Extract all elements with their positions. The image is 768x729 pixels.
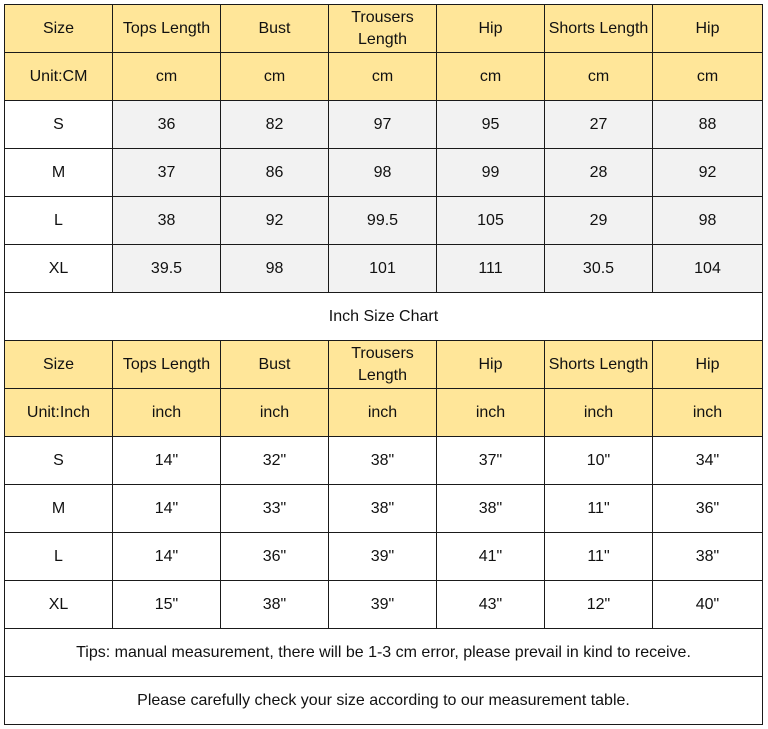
check-size-note: Please carefully check your size according to our measurement table. bbox=[5, 677, 763, 725]
value-cell: 14" bbox=[113, 437, 221, 485]
unit-cell: inch bbox=[221, 389, 329, 437]
size-label: S bbox=[5, 437, 113, 485]
unit-cell: cm bbox=[653, 53, 763, 101]
value-cell: 99.5 bbox=[329, 197, 437, 245]
table-row bbox=[5, 437, 763, 485]
unit-cell: inch bbox=[437, 389, 545, 437]
value-cell: 101 bbox=[329, 245, 437, 293]
size-label: S bbox=[5, 101, 113, 149]
size-label: L bbox=[5, 197, 113, 245]
value-cell: 11" bbox=[545, 485, 653, 533]
header-text-trousers-length: Trousers Length bbox=[351, 8, 414, 48]
unit-cell: cm bbox=[221, 53, 329, 101]
header-text-trousers-length: Trousers Length bbox=[351, 344, 414, 384]
value-cell: 12" bbox=[545, 581, 653, 629]
unit-cell: inch bbox=[545, 389, 653, 437]
value-cell: 41" bbox=[437, 533, 545, 581]
value-cell: 28 bbox=[545, 149, 653, 197]
tips-note: Tips: manual measurement, there will be 1-3 cm error, please prevail in kind to receive. bbox=[5, 629, 763, 677]
header-cell-size: Size bbox=[5, 5, 113, 53]
unit-cell: Unit:CM bbox=[5, 53, 113, 101]
value-cell: 36 bbox=[113, 101, 221, 149]
check-row bbox=[5, 677, 763, 725]
table-row bbox=[5, 149, 763, 197]
value-cell: 39.5 bbox=[113, 245, 221, 293]
value-cell: 98 bbox=[329, 149, 437, 197]
unit-cell: inch bbox=[653, 389, 763, 437]
value-cell: 98 bbox=[221, 245, 329, 293]
size-label: M bbox=[5, 149, 113, 197]
size-label: L bbox=[5, 533, 113, 581]
header-cell-bust: Bust bbox=[221, 341, 329, 389]
cm-header-row bbox=[5, 5, 763, 53]
value-cell: 33" bbox=[221, 485, 329, 533]
value-cell: 38" bbox=[437, 485, 545, 533]
value-cell: 11" bbox=[545, 533, 653, 581]
table-row bbox=[5, 533, 763, 581]
value-cell: 36" bbox=[653, 485, 763, 533]
value-cell: 111 bbox=[437, 245, 545, 293]
unit-cell: cm bbox=[329, 53, 437, 101]
value-cell: 14" bbox=[113, 485, 221, 533]
header-cell-hip-2: Hip bbox=[653, 341, 763, 389]
value-cell: 39" bbox=[329, 533, 437, 581]
value-cell: 92 bbox=[221, 197, 329, 245]
inch-header-row bbox=[5, 341, 763, 389]
value-cell: 29 bbox=[545, 197, 653, 245]
size-chart-table bbox=[4, 4, 763, 725]
unit-cell: inch bbox=[113, 389, 221, 437]
value-cell: 37 bbox=[113, 149, 221, 197]
size-label: XL bbox=[5, 581, 113, 629]
value-cell: 98 bbox=[653, 197, 763, 245]
value-cell: 88 bbox=[653, 101, 763, 149]
header-cell-shorts-length: Shorts Length bbox=[545, 5, 653, 53]
value-cell: 38" bbox=[329, 437, 437, 485]
table-row bbox=[5, 245, 763, 293]
unit-cell: cm bbox=[113, 53, 221, 101]
unit-cell: cm bbox=[437, 53, 545, 101]
value-cell: 99 bbox=[437, 149, 545, 197]
table-row bbox=[5, 197, 763, 245]
header-cell-shorts-length: Shorts Length bbox=[545, 341, 653, 389]
value-cell: 36" bbox=[221, 533, 329, 581]
header-cell-tops-length: Tops Length bbox=[113, 5, 221, 53]
value-cell: 40" bbox=[653, 581, 763, 629]
value-cell: 104 bbox=[653, 245, 763, 293]
header-cell-hip-2: Hip bbox=[653, 5, 763, 53]
value-cell: 14" bbox=[113, 533, 221, 581]
value-cell: 95 bbox=[437, 101, 545, 149]
table-row bbox=[5, 485, 763, 533]
inch-title-row bbox=[5, 293, 763, 341]
unit-cell: cm bbox=[545, 53, 653, 101]
header-cell-trousers-length bbox=[329, 5, 437, 53]
size-label: M bbox=[5, 485, 113, 533]
value-cell: 86 bbox=[221, 149, 329, 197]
header-cell-size: Size bbox=[5, 341, 113, 389]
value-cell: 105 bbox=[437, 197, 545, 245]
value-cell: 32" bbox=[221, 437, 329, 485]
value-cell: 39" bbox=[329, 581, 437, 629]
value-cell: 92 bbox=[653, 149, 763, 197]
size-chart-page bbox=[4, 4, 762, 725]
cm-units-row bbox=[5, 53, 763, 101]
value-cell: 38" bbox=[653, 533, 763, 581]
value-cell: 34" bbox=[653, 437, 763, 485]
table-row bbox=[5, 101, 763, 149]
inch-units-row bbox=[5, 389, 763, 437]
tips-row bbox=[5, 629, 763, 677]
value-cell: 10" bbox=[545, 437, 653, 485]
header-cell-hip: Hip bbox=[437, 341, 545, 389]
header-cell-tops-length: Tops Length bbox=[113, 341, 221, 389]
value-cell: 15" bbox=[113, 581, 221, 629]
value-cell: 38" bbox=[329, 485, 437, 533]
header-cell-hip: Hip bbox=[437, 5, 545, 53]
value-cell: 27 bbox=[545, 101, 653, 149]
unit-cell: inch bbox=[329, 389, 437, 437]
value-cell: 97 bbox=[329, 101, 437, 149]
header-cell-trousers-length bbox=[329, 341, 437, 389]
value-cell: 30.5 bbox=[545, 245, 653, 293]
value-cell: 43" bbox=[437, 581, 545, 629]
value-cell: 37" bbox=[437, 437, 545, 485]
value-cell: 82 bbox=[221, 101, 329, 149]
unit-cell: Unit:Inch bbox=[5, 389, 113, 437]
value-cell: 38 bbox=[113, 197, 221, 245]
size-label: XL bbox=[5, 245, 113, 293]
table-row bbox=[5, 581, 763, 629]
header-cell-bust: Bust bbox=[221, 5, 329, 53]
inch-size-chart-title: Inch Size Chart bbox=[5, 293, 763, 341]
value-cell: 38" bbox=[221, 581, 329, 629]
